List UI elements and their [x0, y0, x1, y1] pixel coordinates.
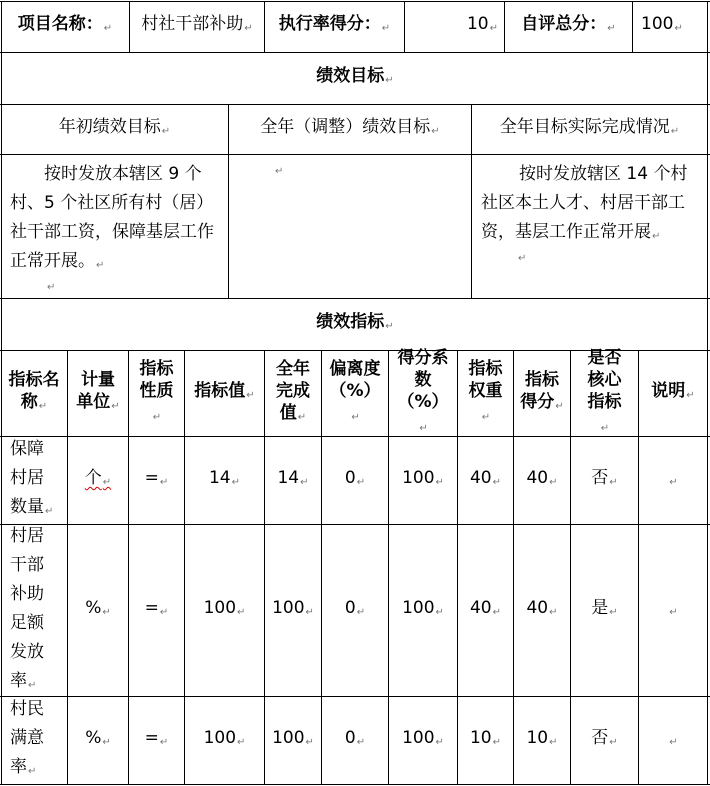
cell-actual: 14 ↵ — [264, 437, 321, 524]
cell-coef: 100 ↵ — [388, 437, 457, 524]
goals-header-row — [0, 104, 710, 154]
goals-section-title: 绩效目标 ↵ — [316, 65, 393, 92]
indicators-header-row — [0, 347, 710, 436]
table-row — [0, 437, 710, 524]
cell-weight: 10 ↵ — [457, 697, 513, 784]
cell-target: 14 ↵ — [184, 437, 264, 524]
goal-actual-cell — [471, 154, 707, 298]
cell-actual: 100 ↵ — [264, 525, 321, 696]
header-nature: 指标性质 ↵ — [128, 350, 184, 436]
goal-actual-header-cell — [471, 104, 707, 154]
project-name-value: 村社干部补助 ↵ — [141, 13, 252, 40]
cell-unit: % ↵ — [67, 697, 128, 784]
cell-unit: 个 ↵ — [67, 437, 128, 524]
goal-adjusted-header-cell — [228, 104, 471, 154]
goal-initial-text: 按时发放本辖区 9 个村、5 个社区所有村（居）社干部工资，保障基层工作正常开展。 ↵ — [10, 160, 224, 280]
goal-adjusted-cell — [228, 154, 471, 298]
cell-deviation: 0 ↵ — [321, 697, 388, 784]
header-target-value: 指标值 ↵ — [184, 350, 264, 436]
cell-target: 100 ↵ — [184, 525, 264, 696]
goal-actual-header: 全年目标实际完成情况 ↵ — [500, 116, 679, 143]
self-score-value-cell — [632, 1, 707, 52]
goal-adjusted-header: 全年（调整）绩效目标 ↵ — [260, 116, 439, 143]
cell-unit: % ↵ — [67, 525, 128, 696]
cell-deviation: 0 ↵ — [321, 437, 388, 524]
cell-deviation: 0 ↵ — [321, 525, 388, 696]
cell-weight: 40 ↵ — [457, 437, 513, 524]
header-unit: 计量单位 ↵ — [67, 350, 128, 436]
goal-initial-header: 年初绩效目标 ↵ — [59, 116, 170, 143]
header-note: 说明 ↵ — [638, 350, 707, 436]
cell-nature: = ↵ — [128, 525, 184, 696]
project-name-label: 项目名称： ↵ — [18, 13, 112, 40]
cell-name: 村居干部补助足额发放率 ↵ — [1, 525, 67, 696]
cell-core: 否 ↵ — [570, 437, 638, 524]
goals-section-title-row — [0, 53, 710, 104]
cell-note — [638, 437, 707, 524]
header-core: 是否核心指标 ↵ — [570, 350, 638, 436]
table-row — [0, 697, 710, 784]
cell-name: 保障村居数量 ↵ — [1, 437, 67, 524]
cell-note — [638, 525, 707, 696]
cell-name: 村民满意率 ↵ — [1, 697, 67, 784]
goal-initial-cell — [1, 154, 228, 298]
header-row — [0, 1, 710, 52]
exec-score-label-cell — [264, 1, 404, 52]
cell-actual: 100 ↵ — [264, 697, 321, 784]
cell-weight: 40 ↵ — [457, 525, 513, 696]
cell-nature: = ↵ — [128, 697, 184, 784]
project-name-value-cell — [129, 1, 264, 52]
cell-note — [638, 697, 707, 784]
header-indicator-name: 指标名称 ↵ — [1, 350, 67, 436]
project-name-label-cell — [1, 1, 129, 52]
header-actual-value: 全年完成值 ↵ — [264, 350, 321, 436]
header-weight: 指标权重 ↵ — [457, 350, 513, 436]
header-deviation: 偏离度（%） ↵ — [321, 350, 388, 436]
header-score: 指标得分 ↵ — [513, 350, 570, 436]
goal-initial-header-cell — [1, 104, 228, 154]
cell-core: 是 ↵ — [570, 525, 638, 696]
exec-score-value-cell — [404, 1, 504, 52]
paragraph-mark-icon: ↵ — [275, 166, 284, 177]
paragraph-mark-icon: ↵ — [47, 282, 56, 293]
paragraph-mark-icon: ↵ — [518, 253, 527, 264]
indicators-section-title-row — [0, 299, 710, 350]
cell-coef: 100 ↵ — [388, 697, 457, 784]
self-score-label-cell — [504, 1, 632, 52]
self-score-value: 100 ↵ — [641, 13, 683, 40]
table-row — [0, 525, 710, 696]
header-score-coef: 得分系数（%） ↵ — [388, 350, 457, 436]
cell-coef: 100 ↵ — [388, 525, 457, 696]
self-score-label: 自评总分： ↵ — [521, 13, 615, 40]
cell-score: 40 ↵ — [513, 437, 570, 524]
cell-core: 否 ↵ — [570, 697, 638, 784]
exec-score-label: 执行率得分： ↵ — [279, 13, 390, 40]
goals-content-row — [0, 154, 710, 298]
goal-actual-text: 按时发放辖区 14 个村社区本土人才、村居干部工资，基层工作正常开展 ↵ — [481, 160, 703, 251]
cell-score: 40 ↵ — [513, 525, 570, 696]
cell-nature: = ↵ — [128, 437, 184, 524]
cell-target: 100 ↵ — [184, 697, 264, 784]
cell-score: 10 ↵ — [513, 697, 570, 784]
indicators-section-title: 绩效指标 ↵ — [316, 311, 393, 338]
exec-score-value: 10 ↵ — [467, 13, 498, 40]
